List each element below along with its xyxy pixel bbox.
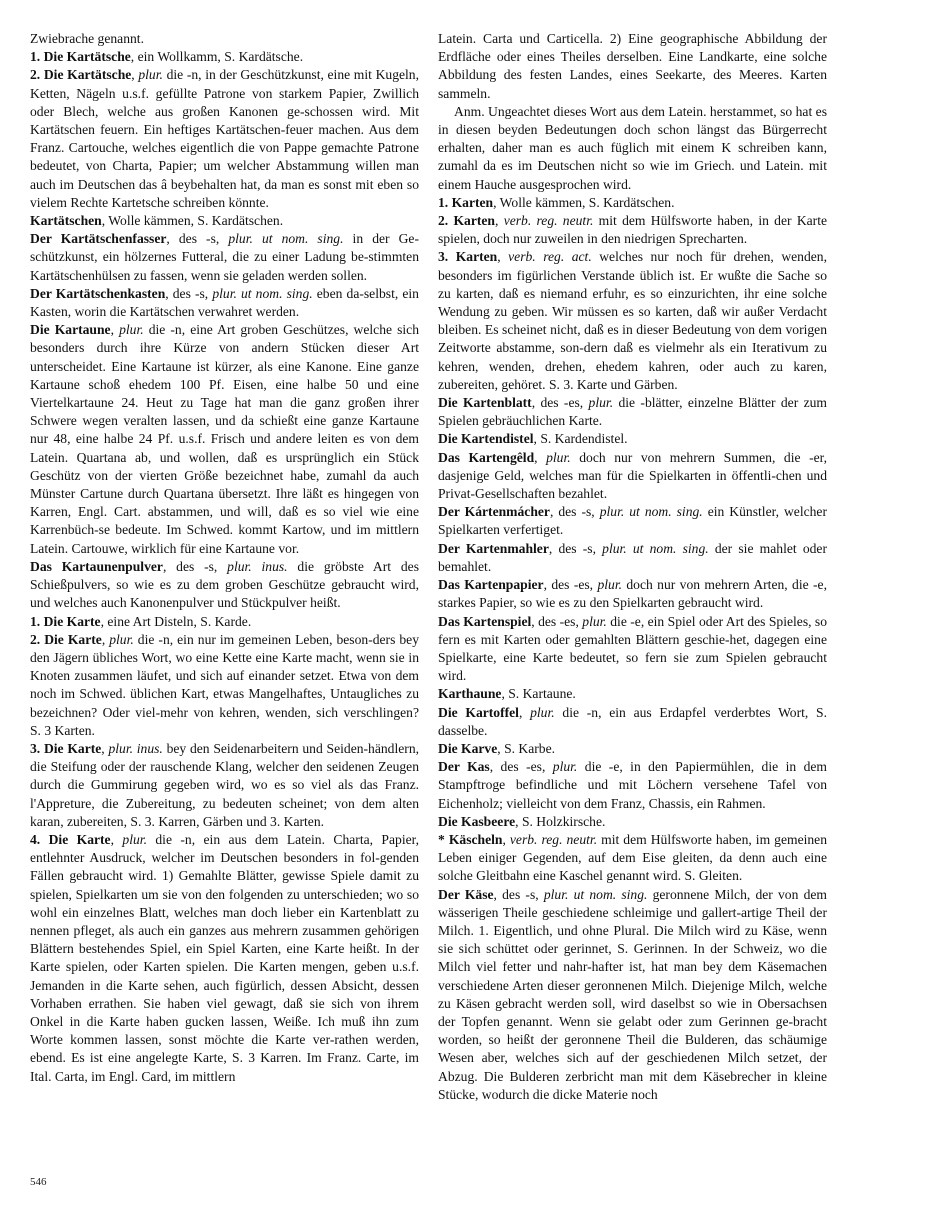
entry-text: , S. Karbe. <box>497 740 556 756</box>
entry-headword: Die Kartoffel <box>438 704 519 720</box>
dictionary-entry <box>438 103 827 194</box>
entry-headword: Das Kartaunenpulver <box>30 558 163 574</box>
entry-grammar: plur. <box>122 831 147 847</box>
entry-headword: Der Kartenmahler <box>438 540 549 556</box>
right-column <box>438 30 827 1104</box>
entry-definition: geronnene Milch, der von dem wässerigen Theile geschiedene schleimige und gallert-artige Theil der Milch. 1. Eigentlich, und ohne Plural. Die Milch wird zu Käse, wenn sie sich schüttet oder gerinnet, S. Gerinnen. In der Schweiz, wo die Milch viel fetter und nahr-hafter ist, hat man bey dem Käsemachen verschiedene Arten dieser geronnenen Milch. Diejenige Milch, welche zu Käsen gebracht werden soll, wird daselbst so wie in Obersachsen der Topfen genannt. Wenn sie gelabt oder zum Gerinnen ge-bracht worden, so heißt der geronnene Theil die Bulderen, das schäumige Wesen aber, welches sich auf der geschiedenen Milch setzet, der Abzug. Die Bulderen zerbricht man mit dem Käsebrecher in kleine Stücke, wodurch die dicke Materie noch <box>438 886 827 1102</box>
entry-definition: ein Künstler, welcher Spielkarten verfertiget. <box>438 504 827 538</box>
dictionary-entry <box>30 831 419 1086</box>
entry-headword: Die Kartendistel <box>438 431 534 447</box>
dictionary-entry <box>30 230 419 285</box>
entry-text: Latein. Carta und Carticella. 2) Eine geographische Abbildung der Erdfläche oder eines Theiles derselben. Eine Landkarte, eine solche Abbildung des festen Landes, eines Seekarte, des Meeres. Karten sammeln. <box>438 31 827 101</box>
entry-definition: bey den Seidenarbeitern und Seiden-händlern, die Steifung oder der rauschende Klang, welcher den seidenen Zeugen durch die Gummirung gegeben wird, wo es so viel als das Franz. l'Appreture, die Zubereitung, zu bedeuten scheinet; von dem alten karan, zubereiten, S. 3. Karren, Gärben und 3. Karten. <box>30 740 420 829</box>
entry-headword: Karthaune <box>438 686 502 702</box>
dictionary-entry <box>438 30 827 103</box>
entry-grammar: plur. ut nom. sing. <box>212 285 313 301</box>
entry-grammar: plur. <box>588 395 614 411</box>
entry-headword: Der Kartätschenkasten <box>30 285 166 301</box>
entry-definition: die -e, in den Papiermühlen, die in dem Stampftroge befindliche und mit Löchern versehene Tafel von Eichenholz; vielleicht von dem Franz, Chassis, ein Rahmen. <box>438 759 827 811</box>
entry-headword: 2. Karten <box>438 213 495 229</box>
dictionary-entry <box>438 194 827 212</box>
dictionary-entry <box>30 30 419 48</box>
entry-text: , des -es, <box>531 395 589 411</box>
entry-definition: die -n, ein nur im gemeinen Leben, beson-ders bey den Jägern übliches Wort, wo eine Kette eine Karte macht, wenn sie in Knoten zusammen läufet, und sich auf einander setzet. Etwa von dem noch im Schwed. üblichen Kart, etwas Mangelhaftes, Untaugliches zu bezeichnen? Oder viel-mehr von kehren, wenden, sich verschlingen? S. 3 Karten. <box>30 631 420 738</box>
dictionary-entry <box>438 430 827 448</box>
page-number: 546 <box>30 1176 47 1188</box>
entry-headword: Kartätschen <box>30 213 102 229</box>
dictionary-entry <box>438 704 827 740</box>
dictionary-entry <box>438 540 827 576</box>
entry-grammar: verb. reg. neutr. <box>503 213 594 229</box>
dictionary-entry <box>30 558 419 613</box>
entry-text: , des -es, <box>543 577 598 593</box>
entry-text: , des -s, <box>162 558 228 574</box>
entry-headword: Das Kartenspiel <box>438 613 532 629</box>
dictionary-entry <box>438 613 827 686</box>
entry-definition: die -blätter, einzelne Blätter der zum Spielen gebräuchlichen Karte. <box>438 395 827 429</box>
entry-text: , des -s, <box>549 504 600 520</box>
entry-text: , ein Wollkamm, S. Kardätsche. <box>130 49 304 65</box>
entry-headword: Der Käse <box>438 886 494 902</box>
entry-headword: * Käscheln <box>438 831 503 847</box>
entry-text: Anm. Ungeachtet dieses Wort aus dem Latein. herstammet, so hat es in diesen beyden Bedeutungen doch schon längst das Bürgerrecht erhalten, daher man es auch füglich mit einem K schreiben kann, zumahl da es im Deutschen nicht so wie im Griech. und Latein. mit einem Hauche ausgesprochen wird. <box>438 103 827 192</box>
dictionary-entry <box>30 613 419 631</box>
entry-definition: die -n, eine Art groben Geschützes, welche sich besonders durch ihre Kürze von andern Stücken dieser Art unterscheidet. Eine Kartaune ist kürzer, als eine Kanone. Eine ganze Kartaune schoß ehedem 100 Pf. Eisen, eine halbe 50 und eine Viertelkartaune 24. Heut zu Tage hat man die ganz großen ihrer Schwere wegen veralten lassen, und da schießt eine ganze Kartaune nur 48, eine halbe 24 Pf. u.s.f. Frisch und andere leiten es von dem Latein. Quartana ab, und wollen, daß es ursprünglich ein Stück Geschütz von der vierten Größe bezeichnet habe, zumahl da auch Münster Cartune durch Quartana übersetzt. Ihre läßt es hingegen von Karren, Engl. Cart. abstammen, und will, daß es so viel wie eine Karrenbüch-se bedeute. Im Schwed. kommt Kartow, und im mittlern Latein. Cartouwe, wirklich für eine Kartaune vor. <box>30 322 420 556</box>
entry-headword: 1. Die Kartätsche <box>30 49 131 65</box>
entry-text: , Wolle kämmen, S. Kardätschen. <box>493 194 675 210</box>
dictionary-entry <box>30 285 419 321</box>
dictionary-entry <box>438 449 827 504</box>
entry-headword: 3. Die Karte <box>30 740 102 756</box>
entry-text: , des -s, <box>548 540 603 556</box>
entry-text: , Wolle kämmen, S. Kardätschen. <box>101 213 284 229</box>
entry-definition: die -n, in der Geschützkunst, eine mit Kugeln, Ketten, Nägeln u.s.f. gefüllte Patrone von starkem Papier, Zwillich oder Blech, welche aus großen Kanonen ge-schossen wird. Mit Kartätschen feuern. Ein heftiges Kartätschen-feuer machen. Aus dem Franz. Cartouche, welches eigentlich die von Pappe gemachte Patrone bedeutet, von Charta, Papier; um welcher Abstammung willen man auch im Deutschen das â beybehalten hat, da man es sonst mit eben so vielem Rechte Kartetsche schreiben könnte. <box>30 67 419 210</box>
entry-definition: mit dem Hülfsworte haben, im gemeinen Leben einiger Gegenden, auf dem Eise gleiten, da denn auch eine solche Gleitbahn eine Kaschel genannt wird. S. Gleiten. <box>438 831 828 884</box>
entry-text: , <box>497 249 509 265</box>
entry-text: , <box>101 631 110 647</box>
left-column <box>30 30 419 1086</box>
entry-text: , S. Kartaune. <box>501 686 576 702</box>
entry-definition: doch nur von mehrern Arten, die -e, starkes Papier, so wie es zu den Spielkarten gebraucht wird. <box>438 577 827 611</box>
entry-grammar: plur. <box>530 704 555 720</box>
entry-text: , des -es, <box>489 759 553 775</box>
entry-text: , <box>110 322 120 338</box>
entry-definition: doch nur von mehrern Summen, die -er, dasjenige Geld, welches man für die Spielkarten in öffentli-chen und Privat-Gesellschaften bezahlet. <box>438 449 828 502</box>
entry-grammar: plur. <box>119 322 144 338</box>
entry-text: , <box>518 704 531 720</box>
dictionary-entry <box>438 740 827 758</box>
entry-definition: welches nur noch für drehen, wenden, besonders im figürlichen Verstande üblich ist. Er wußte die Sache so zu karten, daß es niemand erfuhr, es so einzurichten, ihr eine solche Wendung zu geben. Wir müssen es so karten, daß wir außer Verdacht bleiben. Es scheinet nicht, daß es in dieser Bedeutung von dem vorigen Zeitworte abstamme, son-dern daß es vielmehr als ein Iterativum zu kehren, wenden, drehen, ehedem kahren, oder auch zu karen, zubereiten, gehöret. S. 3. Karte und Gärben. <box>438 249 828 392</box>
entry-grammar: plur. <box>109 631 134 647</box>
dictionary-entry <box>438 394 827 430</box>
entry-grammar: verb. reg. act. <box>508 249 592 265</box>
entry-text: , <box>131 67 139 83</box>
entry-text: , S. Kardendistel. <box>533 431 628 447</box>
entry-grammar: plur. <box>138 67 163 83</box>
dictionary-entry <box>30 212 419 230</box>
dictionary-entry <box>438 212 827 248</box>
entry-text: , des -es, <box>531 613 583 629</box>
entry-text: , des -s, <box>165 285 213 301</box>
dictionary-entry <box>438 576 827 612</box>
entry-grammar: plur. ut nom. sing. <box>602 540 709 556</box>
entry-text: Zwiebrache genannt. <box>30 31 144 46</box>
dictionary-entry <box>438 886 827 1104</box>
entry-text: , <box>101 740 109 756</box>
entry-grammar: plur. inus. <box>227 558 288 574</box>
dictionary-entry <box>30 740 419 831</box>
entry-headword: Die Kasbeere <box>438 813 516 829</box>
entry-grammar: plur. ut nom. sing. <box>543 886 648 902</box>
dictionary-entry <box>438 831 827 886</box>
entry-definition: in der Ge-schützkunst, ein hölzernes Futteral, die zu einer Ladung be-stimmten Kartätschenhülsen zu fassen, wenn sie geladen werden sollen. <box>30 231 419 283</box>
entry-headword: Der Kas <box>438 759 490 775</box>
dictionary-entry <box>30 631 419 740</box>
entry-headword: 2. Die Karte <box>30 631 102 647</box>
entry-headword: 4. Die Karte <box>30 831 111 847</box>
dictionary-entry <box>438 813 827 831</box>
dictionary-entry <box>30 66 419 212</box>
entry-headword: Der Kártenmácher <box>438 504 550 520</box>
entry-headword: Das Kartenpapier <box>438 577 544 593</box>
dictionary-entry <box>30 48 419 66</box>
entry-headword: Das Kartengêld <box>438 449 535 465</box>
entry-text: , <box>534 449 547 465</box>
entry-headword: Die Kartenblatt <box>438 395 532 411</box>
entry-definition: die -e, ein Spiel oder Art des Spieles, so fern es mit Karten oder gemahlten Blättern geschie-het, dagegen eine Spielkarte, eine Karte bedeutet, so fern sie zum Spielen gebraucht wird. <box>438 613 828 684</box>
dictionary-entry <box>438 758 827 813</box>
entry-grammar: plur. <box>597 577 623 593</box>
entry-headword: Die Karve <box>438 740 498 756</box>
dictionary-entry <box>438 685 827 703</box>
entry-headword: 3. Karten <box>438 249 498 265</box>
entry-text: , <box>110 831 123 847</box>
entry-definition: die -n, ein aus dem Latein. Charta, Papier, entlehnter Ausdruck, welcher im Deutschen besonders in fol-genden Fällen gebraucht wird. 1) Gemahlte Blätter, gewisse Spiele damit zu spielen, Spielkarten um sie von den folgenden zu unterschieden; wo so wohl ein einzelnes Blatt, welches man doch lieber ein Kartenblatt zu nennen pfleget, als auch ein ganzes aus mehrern zusammen gehörigen Blättern bestehendes Spiel, ein Spiel Karten, eine Karte heißt. In der Karte spielen, oder Karten spielen. Die Karten mengen, geben u.s.f. Jemanden in die Karte sehen, auch figürlich, dessen Absicht, dessen Vorhaben errathen. Sie haben viel gewagt, daß sie sich von ihrem Onkel in die Karte haben gucken lassen, Weiße. Ich muß ihn zum Worte kommen lassen, sonst möchte die Karte ver-rathen werden, ebend. Es ist eine angelegte Karte, S. 3 Karren. Im Franz. Carte, im Ital. Carta, im Engl. Card, im mittlern <box>30 831 420 1084</box>
entry-text: , eine Art Disteln, S. Karde. <box>100 613 252 629</box>
entry-grammar: plur. <box>546 449 571 465</box>
dictionary-entry <box>438 248 827 394</box>
entry-headword: Der Kartätschenfasser <box>30 231 167 247</box>
entry-grammar: plur. <box>582 613 607 629</box>
entry-definition: eben da-selbst, ein Kasten, worin die Kartätschen verwahret werden. <box>30 285 419 320</box>
entry-definition: der sie mahlet oder bemahlet. <box>438 540 827 574</box>
dictionary-entry <box>30 321 419 558</box>
entry-text: , des -s, <box>493 886 544 902</box>
entry-text: , des -s, <box>166 231 229 247</box>
entry-grammar: plur. ut nom. sing. <box>599 504 703 520</box>
dictionary-entry <box>438 503 827 539</box>
entry-grammar: plur. inus. <box>108 740 163 756</box>
entry-text: , <box>495 213 504 229</box>
entry-headword: 1. Die Karte <box>30 613 101 629</box>
entry-definition: die -n, ein aus Erdapfel verderbtes Wort, S. dasselbe. <box>438 704 828 738</box>
entry-grammar: verb. reg. neutr. <box>509 831 598 847</box>
entry-headword: 2. Die Kartätsche <box>30 67 132 83</box>
entry-definition: die gröbste Art des Schießpulvers, so wie es zu dem groben Geschütze gebraucht wird, und welches auch Kanonenpulver und Stückpulver heißt. <box>30 558 419 611</box>
entry-grammar: plur. <box>552 759 578 775</box>
entry-grammar: plur. ut nom. sing. <box>228 231 344 247</box>
entry-headword: 1. Karten <box>438 194 494 210</box>
entry-text: , <box>502 831 510 847</box>
entry-headword: Die Kartaune <box>30 322 111 338</box>
entry-text: , S. Holzkirsche. <box>515 813 606 829</box>
entry-definition: mit dem Hülfsworte haben, in der Karte spielen, doch nur zuweilen in den niedrigen Sprecharten. <box>438 213 828 247</box>
